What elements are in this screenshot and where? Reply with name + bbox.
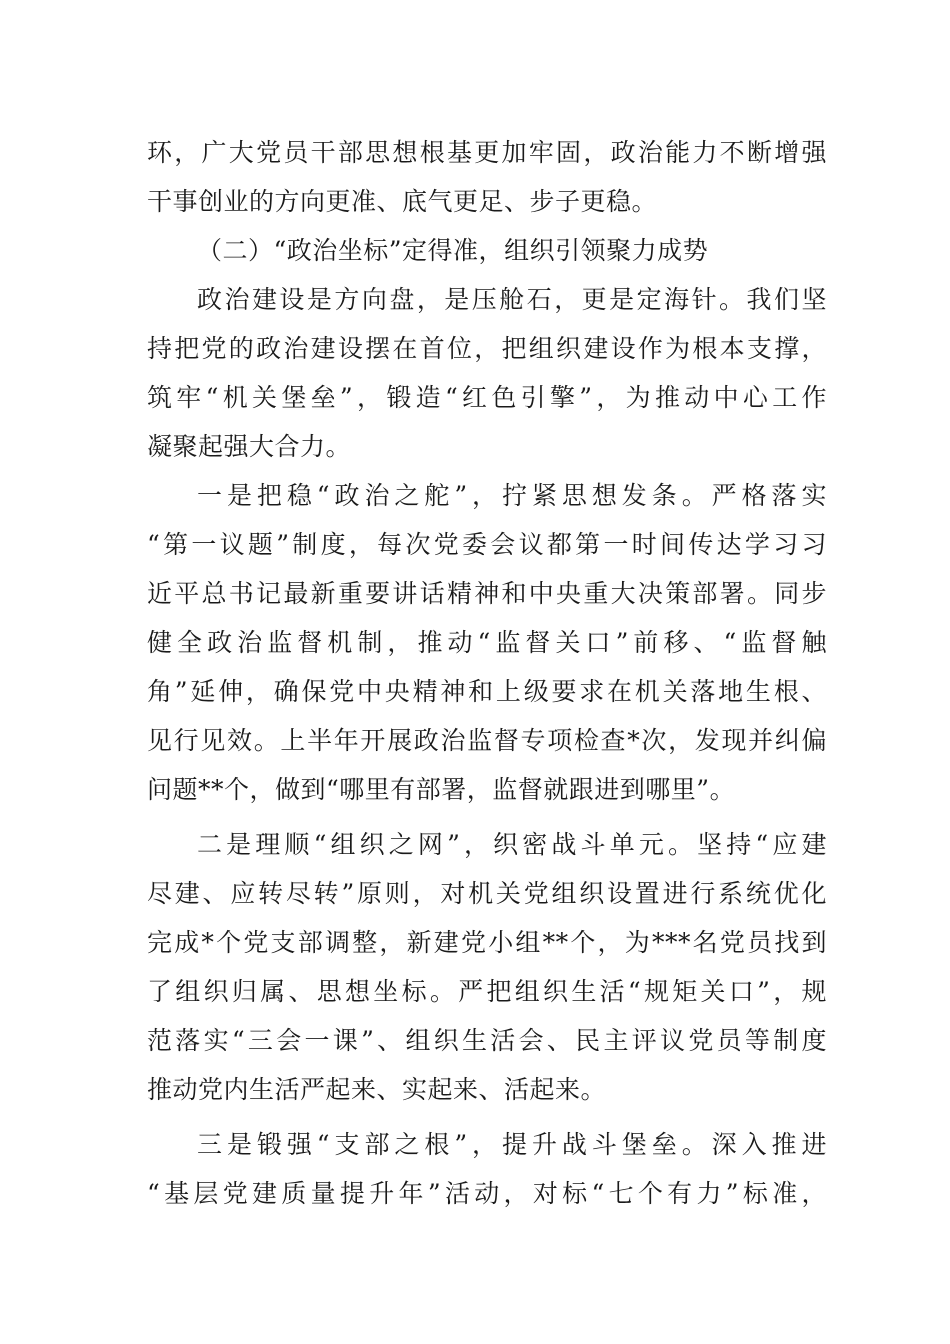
text-line: 持把党的政治建设摆在首位，把组织建设作为根本支撑， [147, 334, 827, 363]
text-line: 筑牢“机关堡垒”，锻造“红色引擎”，为推动中心工作 [147, 383, 827, 412]
text-line: 二是理顺“组织之网”，织密战斗单元。坚持“应建 [197, 830, 827, 859]
text-line: “基层党建质量提升年”活动，对标“七个有力”标准， [147, 1179, 827, 1208]
text-line: 尽建、应转尽转”原则，对机关党组织设置进行系统优化 [147, 879, 827, 908]
text-line: 范落实“三会一课”、组织生活会、民主评议党员等制度 [147, 1026, 827, 1055]
section-heading: （二）“政治坐标”定得准，组织引领聚力成势 [197, 236, 709, 265]
text-line: 环，广大党员干部思想根基更加牢固，政治能力不断增强 [147, 138, 827, 167]
text-line: 角”延伸，确保党中央精神和上级要求在机关落地生根、 [147, 677, 827, 706]
text-line: 推动党内生活严起来、实起来、活起来。 [147, 1075, 607, 1104]
text-line: 近平总书记最新重要讲话精神和中央重大决策部署。同步 [147, 579, 827, 608]
text-line: 凝聚起强大合力。 [147, 432, 352, 461]
text-line: 完成*个党支部调整，新建党小组**个，为***名党员找到 [147, 928, 827, 957]
text-line: 一是把稳“政治之舵”，拧紧思想发条。严格落实 [197, 481, 827, 510]
text-line: 干事创业的方向更准、底气更足、步子更稳。 [147, 187, 658, 216]
text-line: 三是锻强“支部之根”，提升战斗堡垒。深入推进 [197, 1130, 827, 1159]
text-line: 问题**个，做到“哪里有部署，监督就跟进到哪里”。 [147, 775, 736, 804]
text-line: 见行见效。上半年开展政治监督专项检查*次，发现并纠偏 [147, 726, 827, 755]
text-line: “第一议题”制度，每次党委会议都第一时间传达学习习 [147, 530, 827, 559]
text-line: 健全政治监督机制，推动“监督关口”前移、“监督触 [147, 628, 827, 657]
text-line: 政治建设是方向盘，是压舱石，更是定海针。我们坚 [197, 285, 827, 314]
text-line: 了组织归属、思想坐标。严把组织生活“规矩关口”，规 [147, 977, 827, 1006]
